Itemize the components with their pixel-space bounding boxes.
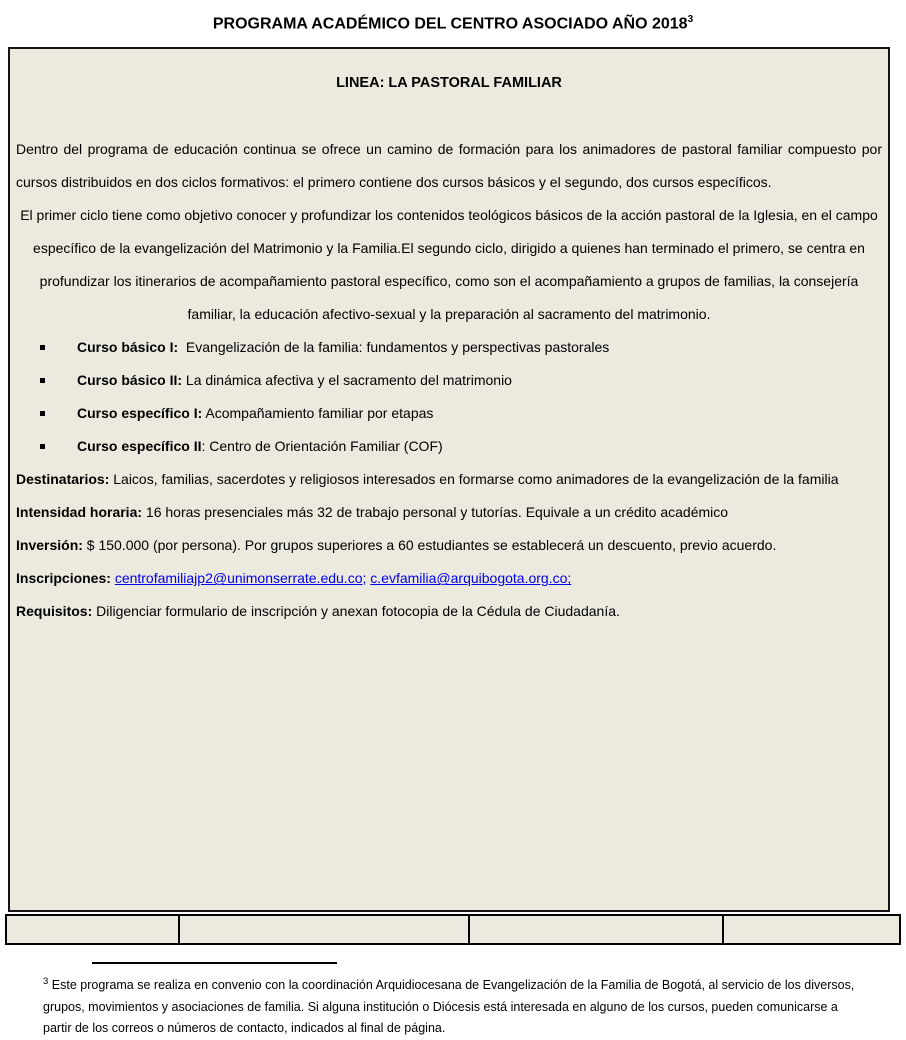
intensidad-value: 16 horas presenciales más 32 de trabajo personal y tutorías. Equivale a un crédito académico [145, 504, 729, 521]
course-description: : Centro de Orientación Familiar (COF) [201, 438, 443, 455]
course-description: Evangelización de la familia: fundamentos y perspectivas pastorales [178, 339, 610, 356]
course-item [16, 331, 882, 364]
course-label: Curso básico II: [77, 372, 183, 389]
cycles-paragraph: El primer ciclo tiene como objetivo conocer y profundizar los contenidos teológicos básicos de la acción pastoral de la Iglesia, en el campo específico de la evangelización del Matrimonio y la Familia.El segundo ciclo, dirigido a quienes han terminado el primero, se centra en profundizar los itinerarios de acompañamiento pastoral específico, como son el acompañamiento a grupos de familias, la consejería familiar, la educación afectivo-sexual y la preparación al sacramento del matrimonio. [20, 207, 878, 323]
requisitos-row [16, 595, 882, 628]
program-box [8, 47, 890, 912]
course-description: La dinámica afectiva y el sacramento del matrimonio [182, 372, 512, 389]
table-cell [7, 916, 178, 943]
inscripciones-row [16, 562, 882, 595]
page-title-text: PROGRAMA ACADÉMICO DEL CENTRO ASOCIADO AÑO 2018 [212, 15, 688, 33]
bullet-square-icon [40, 378, 45, 383]
destinatarios-value: Laicos, familias, sacerdotes y religiosos interesados en formarse como animadores de la evangelización de la familia [113, 471, 839, 488]
line-heading: LINEA: LA PASTORAL FAMILIAR [336, 75, 562, 92]
inversion-label: Inversión: [16, 537, 83, 554]
course-label: Curso básico I: [77, 339, 179, 356]
email-separator: ; [362, 570, 371, 587]
table-cell [724, 916, 899, 943]
footnote [43, 971, 863, 1040]
inversion-value: $ 150.000 (por persona). Por grupos superiores a 60 estudiantes se establecerá un descuento, previo acuerdo. [86, 537, 777, 554]
requisitos-value: Diligenciar formulario de inscripción y anexan fotocopia de la Cédula de Ciudadanía. [96, 603, 620, 620]
intensidad-label: Intensidad horaria: [16, 504, 143, 521]
course-item [16, 364, 882, 397]
destinatarios-label: Destinatarios: [16, 471, 110, 488]
course-description: Acompañamiento familiar por etapas [202, 405, 434, 422]
footnote-separator [92, 962, 337, 964]
bullet-square-icon [40, 345, 45, 350]
table-cell [470, 916, 722, 943]
bullet-square-icon [40, 444, 45, 449]
bottom-table [5, 914, 901, 945]
bullet-square-icon [40, 411, 45, 416]
requisitos-label: Requisitos: [16, 603, 93, 620]
course-item [16, 397, 882, 430]
inversion-row [16, 529, 882, 562]
page-title [0, 0, 906, 35]
intro-paragraph: Dentro del programa de educación continua se ofrece un camino de formación para los animadores de pastoral familiar compuesto por cursos distribuidos en dos ciclos formativos: el primero contiene dos cursos básicos y el segundo, dos cursos específicos. [16, 141, 882, 191]
course-label: Curso específico II [77, 438, 202, 455]
email-link-2[interactable]: c.evfamilia@arquibogota.org.co; [370, 570, 572, 587]
intensidad-row [16, 496, 882, 529]
footnote-text: Este programa se realiza en convenio con la coordinación Arquidiocesana de Evangelización de la Familia de Bogotá, al servicio de los diversos, grupos, movimientos y asociaciones de familia. Si alguna institución o Diócesis está interesada en alguno de los cursos, pueden comunicarse a partir de los correos o números de contacto, indicados al final de página. [43, 978, 855, 1036]
course-list [16, 331, 882, 463]
footnote-marker: 3 [43, 976, 49, 988]
course-item [16, 430, 882, 463]
page-title-footnote-ref: 3 [687, 14, 694, 25]
destinatarios-row [16, 463, 882, 496]
table-cell [180, 916, 468, 943]
inscripciones-label: Inscripciones: [16, 570, 111, 587]
email-link-1[interactable]: centrofamiliajp2@unimonserrate.edu.co [114, 570, 363, 587]
course-label: Curso específico I: [77, 405, 203, 422]
